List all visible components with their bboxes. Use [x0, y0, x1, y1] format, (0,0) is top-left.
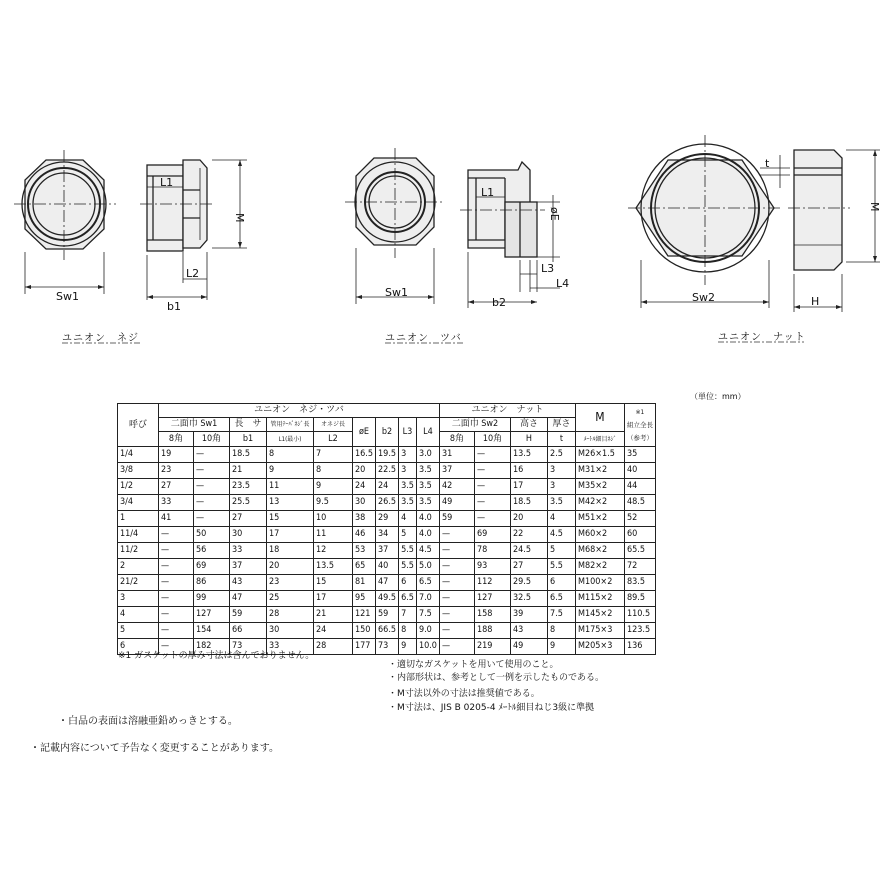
table-cell: 4: [547, 511, 575, 527]
dim-b1: b1: [167, 300, 181, 313]
dim-L1-tsuba: L1: [481, 186, 495, 199]
table-row: [118, 543, 656, 559]
table-cell: 9: [547, 639, 575, 655]
caption-underline-nut: [718, 340, 808, 344]
table-body: [118, 447, 656, 655]
h-neji-tsuba: ユニオン ネジ・ツバ: [159, 404, 440, 418]
table-cell: 30: [353, 495, 376, 511]
table-cell: M31×2: [575, 463, 624, 479]
table-cell: 5.0: [416, 559, 439, 575]
table-cell: 11/2: [118, 543, 159, 559]
table-cell: 3: [118, 591, 159, 607]
table-cell: 2: [118, 559, 159, 575]
table-cell: 65: [353, 559, 376, 575]
table-cell: 3.5: [416, 495, 439, 511]
h-male-thread: オネジ長: [314, 418, 353, 432]
table-cell: 15: [314, 575, 353, 591]
h-note1-ref: （参考）: [626, 433, 653, 442]
table-cell: 81: [353, 575, 376, 591]
table-cell: 20: [510, 511, 547, 527]
caption-union-neji: ユニオン ネジ: [62, 333, 139, 344]
nut-front-view: [628, 135, 782, 308]
table-cell: 8: [547, 623, 575, 639]
h-L1: L1(最小): [267, 432, 314, 447]
table-cell: 38: [353, 511, 376, 527]
table-cell: 3: [547, 463, 575, 479]
table-cell: 46: [353, 527, 376, 543]
table-cell: 136: [624, 639, 655, 655]
table-cell: —: [159, 559, 194, 575]
table-cell: 20: [267, 559, 314, 575]
table-cell: 37: [230, 559, 267, 575]
table-cell: —: [439, 575, 474, 591]
table-cell: —: [159, 639, 194, 655]
table-cell: 35: [624, 447, 655, 463]
table-cell: 112: [474, 575, 510, 591]
table-cell: 5: [118, 623, 159, 639]
header-row-1: [118, 404, 656, 418]
table-cell: 37: [376, 543, 399, 559]
dim-L1-neji: L1: [160, 176, 174, 189]
table-row: [118, 527, 656, 543]
table-cell: 39: [510, 607, 547, 623]
table-cell: 33: [159, 495, 194, 511]
h-L4: L4: [416, 418, 439, 447]
table-cell: 5.5: [399, 559, 417, 575]
table-cell: 34: [376, 527, 399, 543]
table-cell: 27: [159, 479, 194, 495]
table-cell: 9: [399, 639, 417, 655]
table-cell: 3.5: [399, 479, 417, 495]
table-row: [118, 511, 656, 527]
h-t: t: [547, 432, 575, 447]
h-sw2: 二面巾 Sw2: [439, 418, 510, 432]
h-height: 高さ: [510, 418, 547, 432]
table-cell: —: [159, 591, 194, 607]
h-10kaku: 10角: [194, 432, 230, 447]
table-cell: 56: [194, 543, 230, 559]
table-cell: 3: [399, 447, 417, 463]
table-cell: 17: [510, 479, 547, 495]
table-cell: —: [439, 623, 474, 639]
table-cell: 5.5: [399, 543, 417, 559]
dim-b2: b2: [492, 296, 506, 309]
table-cell: 6.5: [547, 591, 575, 607]
table-cell: 99: [194, 591, 230, 607]
table-cell: 1/2: [118, 479, 159, 495]
table-cell: —: [439, 527, 474, 543]
dim-Sw1-tsuba: Sw1: [385, 286, 408, 299]
table-cell: —: [194, 495, 230, 511]
table-cell: 29.5: [510, 575, 547, 591]
h-H: H: [510, 432, 547, 447]
table-cell: 1: [118, 511, 159, 527]
table-cell: M100×2: [575, 575, 624, 591]
tsuba-front-view: [345, 148, 445, 304]
table-cell: 49: [439, 495, 474, 511]
table-cell: 49.5: [376, 591, 399, 607]
caption-underline-neji: [62, 341, 142, 345]
table-cell: M68×2: [575, 543, 624, 559]
caption-union-nut: ユニオン ナット: [718, 332, 806, 343]
table-cell: 25: [267, 591, 314, 607]
header-row-2: [118, 418, 656, 432]
table-cell: 41: [159, 511, 194, 527]
spec-table: [117, 403, 656, 655]
table-cell: 20: [353, 463, 376, 479]
table-cell: —: [159, 607, 194, 623]
table-row: [118, 495, 656, 511]
table-cell: —: [194, 479, 230, 495]
table-row: [118, 479, 656, 495]
table-cell: 40: [624, 463, 655, 479]
table-cell: 9.5: [314, 495, 353, 511]
h-10kaku-nut: 10角: [474, 432, 510, 447]
table-cell: 28: [314, 639, 353, 655]
caption-union-tsuba: ユニオン ツバ: [385, 333, 462, 344]
table-cell: 30: [230, 527, 267, 543]
table-row: [118, 607, 656, 623]
table-cell: 158: [474, 607, 510, 623]
table-cell: 59: [376, 607, 399, 623]
table-cell: 28: [267, 607, 314, 623]
table-cell: 1/4: [118, 447, 159, 463]
table-cell: 27: [230, 511, 267, 527]
note-right-4: ・M寸法は、JIS B 0205-4 ﾒｰﾄﾙ細目ねじ3級に準拠: [388, 703, 595, 713]
table-cell: M26×1.5: [575, 447, 624, 463]
h-nut: ユニオン ナット: [439, 404, 575, 418]
table-cell: 3/8: [118, 463, 159, 479]
table-cell: 78: [474, 543, 510, 559]
table-cell: —: [159, 527, 194, 543]
table-cell: 4.0: [416, 511, 439, 527]
note-right-3: ・M寸法以外の寸法は推奨値である。: [388, 689, 540, 699]
table-cell: 40: [376, 559, 399, 575]
table-cell: 17: [267, 527, 314, 543]
table-cell: —: [159, 623, 194, 639]
table-cell: 50: [194, 527, 230, 543]
table-cell: 219: [474, 639, 510, 655]
table-cell: 127: [194, 607, 230, 623]
table-cell: 32.5: [510, 591, 547, 607]
table-cell: 4: [399, 511, 417, 527]
table-cell: 150: [353, 623, 376, 639]
table-cell: 110.5: [624, 607, 655, 623]
table-cell: 72: [624, 559, 655, 575]
table-cell: —: [159, 543, 194, 559]
table-cell: 7: [314, 447, 353, 463]
table-cell: 89.5: [624, 591, 655, 607]
table-cell: —: [439, 559, 474, 575]
h-sw1: 二面巾 Sw1: [159, 418, 230, 432]
table-cell: 16.5: [353, 447, 376, 463]
table-cell: 2.5: [547, 447, 575, 463]
table-cell: 7.5: [416, 607, 439, 623]
table-cell: 3.5: [399, 495, 417, 511]
note-left-2: ・記載内容について予告なく変更することがあります。: [30, 743, 279, 754]
table-cell: 33: [267, 639, 314, 655]
table-cell: 9: [314, 479, 353, 495]
table-cell: 13.5: [314, 559, 353, 575]
table-cell: 4.5: [416, 543, 439, 559]
table-cell: M60×2: [575, 527, 624, 543]
nut-side-view: [760, 150, 880, 312]
dim-L3: L3: [541, 262, 555, 275]
table-cell: —: [194, 463, 230, 479]
table-cell: 65.5: [624, 543, 655, 559]
dim-L2: L2: [186, 267, 200, 280]
table-cell: 93: [474, 559, 510, 575]
table-cell: 24: [376, 479, 399, 495]
table-cell: 12: [314, 543, 353, 559]
table-cell: 5: [547, 543, 575, 559]
table-cell: 21: [230, 463, 267, 479]
dim-H: H: [811, 295, 820, 308]
dim-L4: L4: [556, 277, 570, 290]
table-cell: 59: [230, 607, 267, 623]
h-b2: b2: [376, 418, 399, 447]
caption-underline-tsuba: [385, 341, 465, 345]
table-cell: 18.5: [510, 495, 547, 511]
note-gasket: ※1 ガスケットの厚み寸法は含んでおりません。: [118, 651, 315, 661]
table-cell: 127: [474, 591, 510, 607]
h-yobi: 呼び: [118, 404, 159, 447]
table-cell: 86: [194, 575, 230, 591]
dim-t: t: [765, 157, 770, 170]
table-cell: —: [194, 447, 230, 463]
table-row: [118, 447, 656, 463]
table-cell: 3: [399, 463, 417, 479]
table-cell: —: [159, 575, 194, 591]
table-cell: —: [474, 479, 510, 495]
table-cell: 42: [439, 479, 474, 495]
table-cell: 10.0: [416, 639, 439, 655]
table-cell: 18: [267, 543, 314, 559]
table-cell: M82×2: [575, 559, 624, 575]
table-cell: 7.5: [547, 607, 575, 623]
table-cell: M175×3: [575, 623, 624, 639]
table-cell: 73: [376, 639, 399, 655]
table-cell: M115×2: [575, 591, 624, 607]
table-cell: 9: [267, 463, 314, 479]
note-right-1: ・適切なガスケットを用いて使用のこと。: [388, 660, 559, 670]
table-cell: 13.5: [510, 447, 547, 463]
table-cell: 27: [510, 559, 547, 575]
h-8kaku-nut: 8角: [439, 432, 474, 447]
note-left-1: ・白品の表面は溶融亜鉛めっきとする。: [58, 716, 238, 727]
table-cell: 188: [474, 623, 510, 639]
table-row: [118, 463, 656, 479]
table-cell: 31: [439, 447, 474, 463]
table-cell: 49: [510, 639, 547, 655]
table-cell: 66: [230, 623, 267, 639]
table-cell: 21/2: [118, 575, 159, 591]
table-cell: 6.5: [416, 575, 439, 591]
table-cell: —: [474, 495, 510, 511]
table-cell: M51×2: [575, 511, 624, 527]
table-cell: M145×2: [575, 607, 624, 623]
table-cell: —: [439, 607, 474, 623]
table-row: [118, 575, 656, 591]
table-cell: —: [474, 511, 510, 527]
table-cell: 23.5: [230, 479, 267, 495]
union-drawings: [0, 0, 890, 360]
h-note1-total: 組立全長: [626, 420, 653, 429]
table-cell: 3.5: [416, 479, 439, 495]
table-cell: 19.5: [376, 447, 399, 463]
table-cell: 3: [547, 479, 575, 495]
table-cell: 6.5: [399, 591, 417, 607]
table-cell: 3.0: [416, 447, 439, 463]
table-cell: 48.5: [624, 495, 655, 511]
table-cell: 16: [510, 463, 547, 479]
table-cell: 123.5: [624, 623, 655, 639]
table-row: [118, 559, 656, 575]
table-cell: 22: [510, 527, 547, 543]
table-cell: —: [439, 639, 474, 655]
table-cell: 26.5: [376, 495, 399, 511]
table-cell: 4.0: [416, 527, 439, 543]
table-cell: 15: [267, 511, 314, 527]
table-cell: 7.0: [416, 591, 439, 607]
table-cell: 43: [230, 575, 267, 591]
table-cell: 60: [624, 527, 655, 543]
table-cell: 10: [314, 511, 353, 527]
table-cell: 18.5: [230, 447, 267, 463]
table-cell: 4: [118, 607, 159, 623]
table-cell: 9.0: [416, 623, 439, 639]
table-cell: 182: [194, 639, 230, 655]
table-cell: M205×3: [575, 639, 624, 655]
table-cell: 37: [439, 463, 474, 479]
h-b1: b1: [230, 432, 267, 447]
table-cell: 3.5: [416, 463, 439, 479]
table-cell: 13: [267, 495, 314, 511]
h-phiE: øE: [353, 418, 376, 447]
table-cell: 8: [267, 447, 314, 463]
table-cell: 23: [267, 575, 314, 591]
table-cell: 47: [376, 575, 399, 591]
table-cell: 22.5: [376, 463, 399, 479]
table-cell: M42×2: [575, 495, 624, 511]
table-cell: —: [194, 511, 230, 527]
table-cell: 177: [353, 639, 376, 655]
table-cell: 24: [353, 479, 376, 495]
table-row: [118, 623, 656, 639]
h-8kaku: 8角: [159, 432, 194, 447]
table-cell: 69: [194, 559, 230, 575]
h-note1: [624, 404, 655, 447]
table-cell: 83.5: [624, 575, 655, 591]
table-cell: 11: [314, 527, 353, 543]
table-cell: 33: [230, 543, 267, 559]
neji-front-view: [14, 150, 116, 294]
h-note1-mark: ※1: [635, 407, 645, 416]
table-cell: 6: [547, 575, 575, 591]
table-cell: 8: [399, 623, 417, 639]
table-cell: —: [439, 543, 474, 559]
h-pipe-thread: 管用ﾃｰﾊﾟﾈｼﾞ長: [267, 418, 314, 432]
h-M-metric: ﾒｰﾄﾙ細目ﾈｼﾞ: [575, 432, 624, 447]
note-right-2: ・内部形状は、参考として一例を示したものである。: [388, 673, 605, 683]
h-length: 長 サ: [230, 418, 267, 432]
table-cell: 8: [314, 463, 353, 479]
table-cell: 17: [314, 591, 353, 607]
h-L3: L3: [399, 418, 417, 447]
table-cell: 19: [159, 447, 194, 463]
table-cell: 53: [353, 543, 376, 559]
tsuba-side-view: [460, 162, 560, 308]
table-cell: 23: [159, 463, 194, 479]
table-cell: 69: [474, 527, 510, 543]
table-cell: 73: [230, 639, 267, 655]
dim-Sw2: Sw2: [692, 291, 715, 304]
h-M: M: [575, 404, 624, 432]
table-cell: 11: [267, 479, 314, 495]
table-cell: M35×2: [575, 479, 624, 495]
table-cell: 4.5: [547, 527, 575, 543]
table-cell: 6: [118, 639, 159, 655]
dim-phiE: øE: [548, 207, 561, 221]
table-cell: 7: [399, 607, 417, 623]
table-cell: 47: [230, 591, 267, 607]
table-cell: 44: [624, 479, 655, 495]
table-cell: 5: [399, 527, 417, 543]
table-cell: 6: [399, 575, 417, 591]
table-cell: 3.5: [547, 495, 575, 511]
table-cell: 95: [353, 591, 376, 607]
dim-M-neji: M: [233, 213, 246, 223]
table-cell: —: [474, 447, 510, 463]
table-cell: —: [439, 591, 474, 607]
table-row: [118, 591, 656, 607]
table-cell: 121: [353, 607, 376, 623]
table-cell: 5.5: [547, 559, 575, 575]
h-L2: L2: [314, 432, 353, 447]
table-cell: 3/4: [118, 495, 159, 511]
table-cell: —: [474, 463, 510, 479]
table-cell: 21: [314, 607, 353, 623]
unit-note: （単位：mm）: [690, 392, 746, 401]
table-cell: 66.5: [376, 623, 399, 639]
dim-M-nut: M: [868, 202, 881, 212]
table-cell: 154: [194, 623, 230, 639]
table-cell: 30: [267, 623, 314, 639]
table-cell: 29: [376, 511, 399, 527]
dim-Sw1-neji: Sw1: [56, 290, 79, 303]
table-cell: 59: [439, 511, 474, 527]
table-cell: 24: [314, 623, 353, 639]
table-cell: 11/4: [118, 527, 159, 543]
table-cell: 43: [510, 623, 547, 639]
h-thick: 厚さ: [547, 418, 575, 432]
table-cell: 52: [624, 511, 655, 527]
table-cell: 24.5: [510, 543, 547, 559]
table-cell: 25.5: [230, 495, 267, 511]
